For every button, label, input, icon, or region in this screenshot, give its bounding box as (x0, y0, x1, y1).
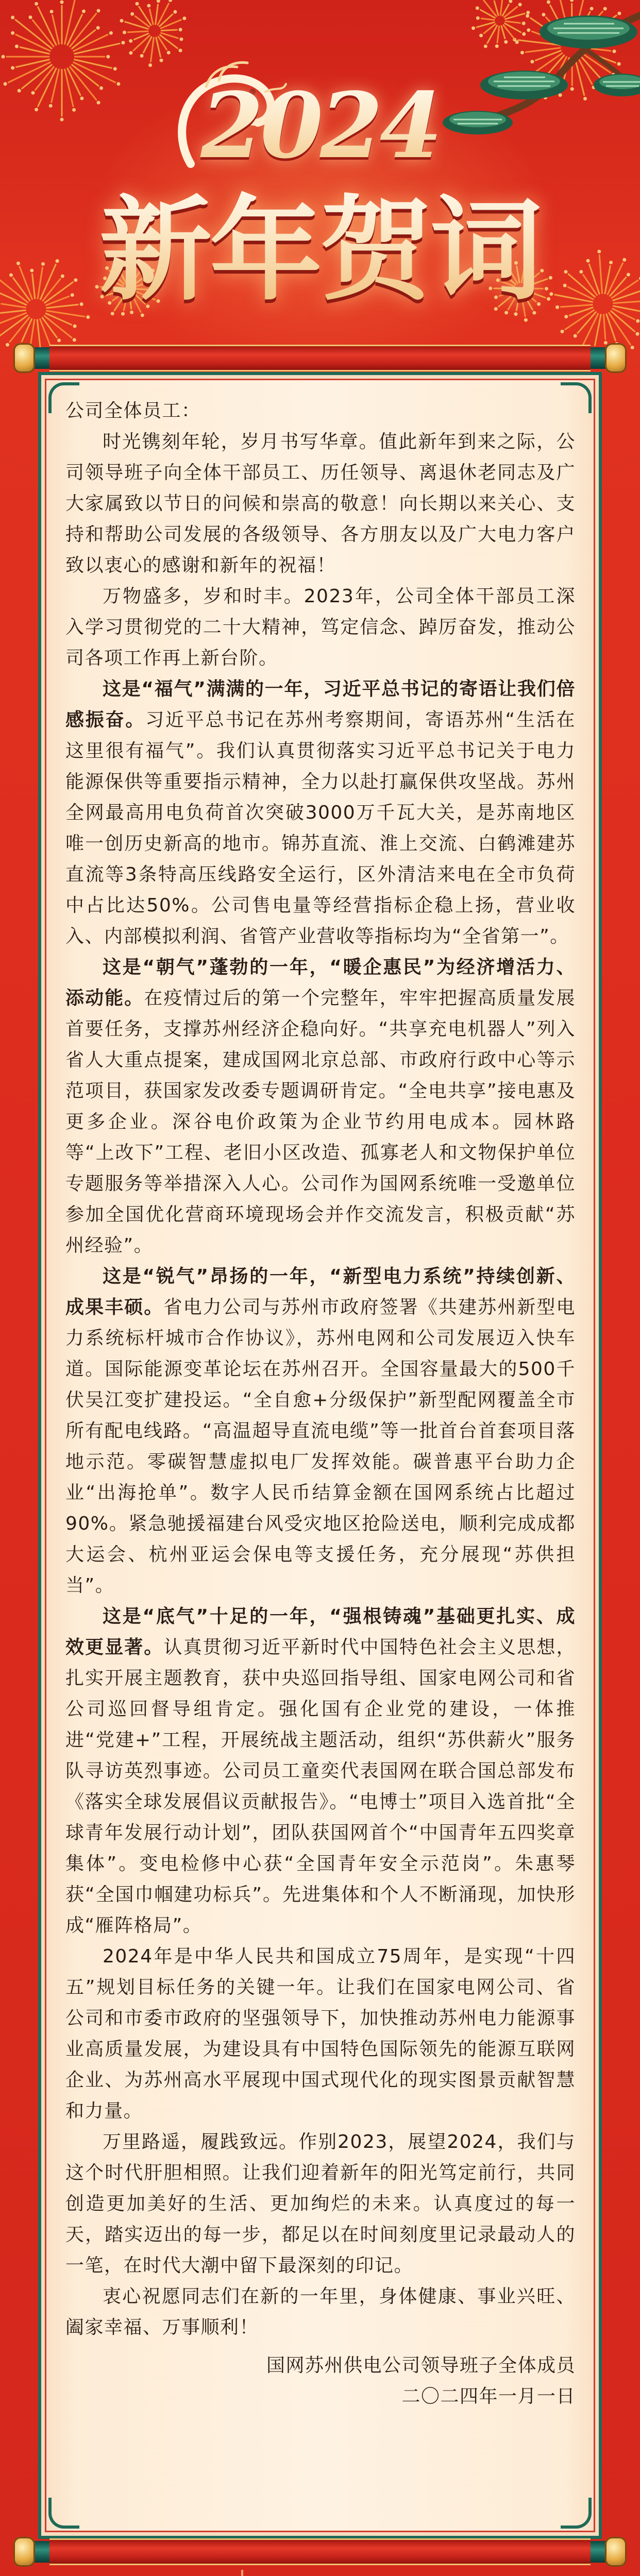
paragraph-body: 认真贯彻习近平新时代中国特色社会主义思想，扎实开展主题教育，获中央巡回指导组、国家电网公司和省公司巡回督导组肯定。强化国有企业党的建设，一体推进“党建+”工程，开展统战主题活动，组织“苏供薪火”服务队寻访英烈事迹。公司员工童奕代表国网在联合国总部发布《落实全球发展倡议贡献报告》。“电博士”项目入选首批“全球青年发展行动计划”，团队获国网首个“中国青年五四奖章集体”。变电检修中心获“全国青年安全示范岗”。朱惠琴获“全国巾帼建功标兵”。先进集体和个人不断涌现，加快形成“雁阵格局”。 (65, 1637, 576, 1936)
firework-ray (128, 31, 147, 32)
paragraph (65, 427, 576, 581)
paragraph-lead: 这是“福气”满满的一年，习近平总书记的寄语让我们倍感振奋。 (65, 679, 576, 731)
firework-spark (11, 15, 14, 19)
rod-knob-right (605, 2537, 627, 2567)
corner-ornament (48, 2498, 79, 2529)
paragraph (65, 581, 576, 674)
firework-spark (96, 26, 100, 30)
firework-spark (106, 55, 110, 59)
firework-spark (179, 48, 182, 52)
firework-spark (123, 30, 126, 34)
salutation: 公司全体员工： (65, 400, 201, 421)
paragraph-body: 万物盛多，岁和时丰。2023年，公司全体干部员工深入学习贯彻党的二十大精神，笃定信念、踔厉奋发，推动公司各项工作再上新台阶。 (65, 586, 576, 669)
firework-spark (157, 0, 160, 3)
paragraph (65, 1601, 576, 1941)
firework-spark (73, 325, 77, 328)
paragraph-lead: 这是“底气”十足的一年，“强根铸魂”基础更扎实、成效更显著。 (65, 1606, 576, 1658)
firework-ray (158, 4, 169, 25)
greeting-title: 新年贺词 (0, 180, 640, 319)
firework-spark (82, 9, 86, 13)
corner-ornament (561, 2498, 592, 2529)
paragraph (65, 674, 576, 952)
firework-ray (75, 43, 120, 54)
paragraph-lead: 这是“朝气”蓬勃的一年，“暖企惠民”为经济增活力、添动能。 (65, 957, 576, 1009)
scroll-top-rod (13, 342, 627, 374)
firework-ray (150, 38, 154, 61)
pagoda-icon (218, 2570, 266, 2576)
firework-spark (631, 346, 634, 349)
paragraph-body: 时光镌刻年轮，岁月书写华章。值此新年到来之际，公司领导班子向全体干部员工、历任领导、离退休老同志及广大家属致以节日的问候和崇高的敬意！向长期以来关心、支持和帮助公司发展的各级领导、各方朋友以及广大电力客户致以衷心的感谢和新年的祝福！ (65, 431, 576, 576)
firework-spark (167, 51, 171, 55)
paragraph-body: 万里路遥，履践致远。作别2023，展望2024，我们与这个时代肝胆相照。让我们迎着新年的阳光笃定前行，共同创造更加美好的生活、更加绚烂的未来。认真度过的每一天，踏实迈出的每一步，都足以在时间刻度里记录最动人的一笔，在时代大潮中留下最深刻的印记。 (65, 2131, 576, 2276)
firework-spark (179, 28, 182, 31)
firework-spark (11, 31, 14, 35)
rod-red-wrap (49, 345, 591, 371)
rod-knob-left (13, 2537, 35, 2567)
rod-knob-right (605, 343, 627, 373)
firework-spark (121, 41, 125, 44)
pagoda-group (218, 2570, 469, 2576)
year-title: 2024 (0, 67, 640, 185)
paragraph (65, 952, 576, 1261)
rod-knob-left (13, 343, 35, 373)
firework-spark (129, 39, 132, 43)
firework-spark (159, 59, 163, 62)
firework-ray (149, 9, 153, 24)
firework-spark (15, 45, 19, 48)
paragraph (65, 1261, 576, 1601)
paragraph-lead: 这是“锐气”昂扬的一年，“新型电力系统”持续创新、成果丰硕。 (65, 1266, 576, 1318)
paragraph-body: 省电力公司与苏州市政府签署《共建苏州新型电力系统标杆城市合作协议》，苏州电网和公司发展迈入快车道。国际能源变革论坛在苏州召开。全国容量最大的500千伏吴江变扩建投运。“全自愈+分级保护”新型配网覆盖全市所有配电线路。“高温超导直流电缆”等一批首台首套项目落地示范。零碳智慧虚拟电厂发挥效能。碳普惠平台助力企业“出海抢单”。数字人民币结算金额在国网系统占比超过90%。紧急驰援福建台风受灾地区抢险送电，顺利完成成都大运会、杭州亚运会保电等支援任务，充分展现“苏供担当”。 (65, 1297, 576, 1596)
paragraph-body: 在疫情过后的第一个完整年，牢牢把握高质量发展首要任务，支撑苏州经济企稳向好。“共享充电机器人”列入省人大重点提案，建成国网北京总部、市政府行政中心等示范项目，获国家发改委专题调研肯定。“全电共享”接电惠及更多企业。深谷电价政策为企业节约用电成本。园林路等“上改下”工程、老旧小区改造、孤寡老人和文物保护单位专题服务等举措深入人心。公司作为国网系统唯一受邀单位参加全国优化营商环境现场会并作交流发言，积极贡献“苏州经验”。 (65, 988, 576, 1256)
firework-ray (156, 5, 158, 24)
firework-spark (635, 332, 639, 336)
city-skyline-decoration (0, 2570, 640, 2576)
paragraph (65, 1941, 576, 2127)
firework-spark (6, 343, 9, 347)
scroll-panel (38, 372, 602, 2539)
greeting-letter (65, 396, 576, 2412)
paragraph (65, 2281, 576, 2343)
firework-ray (161, 20, 181, 28)
signature-block (65, 2350, 576, 2412)
firework-spark (109, 31, 113, 35)
firework-spark (140, 54, 144, 58)
paragraph-body: 衷心祝愿同志们在新的一年里，身体健康、事业兴旺、阖家幸福、万事顺利！ (65, 2286, 576, 2338)
firework-spark (2, 55, 5, 59)
signature-sender: 国网苏州供电公司领导班子全体成员 (266, 2355, 576, 2376)
firework-spark (35, 2, 38, 6)
firework-ray (133, 36, 149, 50)
scroll-bottom-rod (13, 2536, 627, 2568)
firework-spark (561, 330, 564, 333)
paragraph-body: 2024年是中华人民共和国成立75周年，是实现“十四五”规划目标任务的关键一年。让我们在国家电网公司、省公司和市委市政府的坚强领导下，加快推动苏州电力能源事业高质量发展，为建设具有中国特色国际领先的能源互联网企业、为苏州高水平展现中国式现代化的现实图景贡献智慧和力量。 (65, 1946, 576, 2122)
firework-spark (120, 19, 123, 23)
firework-spark (636, 319, 639, 323)
firework-spark (173, 10, 177, 14)
firework-spark (129, 51, 132, 55)
firework-spark (148, 63, 152, 67)
signature-date: 二〇二四年一月一日 (401, 2386, 576, 2407)
firework-spark (130, 12, 134, 16)
firework-ray (22, 319, 31, 341)
firework-spark (60, 1, 64, 4)
firework-spark (147, 4, 150, 8)
firework-spark (179, 38, 183, 41)
firework-spark (574, 334, 577, 337)
firework-ray (65, 0, 75, 44)
firework-spark (28, 15, 32, 19)
firework-spark (169, 0, 172, 2)
firework-spark (50, 10, 54, 13)
paragraph (65, 2127, 576, 2281)
firework-spark (182, 16, 186, 20)
firework-spark (135, 2, 139, 6)
paragraph-body: 习近平总书记在苏州考察期间，寄语苏州“生活在这里很有福气”。我们认真贯彻落实习近平总书记关于电力能源保供等重要指示精神，全力以赴打赢保供攻坚战。苏州全网最高用电负荷首次突破3000万千瓦大关，是苏南地区唯一创历史新高的地市。锦苏直流、淮上交流、白鹤滩建苏直流等3条特高压线路安全运行，区外清洁来电在全市负荷中占比达50%。公司售电量等经营指标企稳上扬，营业收入、内部模拟利润、省管产业营收等指标均为“全省第一”。 (65, 709, 576, 947)
rod-red-wrap (49, 2538, 591, 2565)
pagoda-spire (241, 2570, 243, 2576)
firework-spark (97, 9, 100, 12)
firework-spark (73, 338, 76, 342)
